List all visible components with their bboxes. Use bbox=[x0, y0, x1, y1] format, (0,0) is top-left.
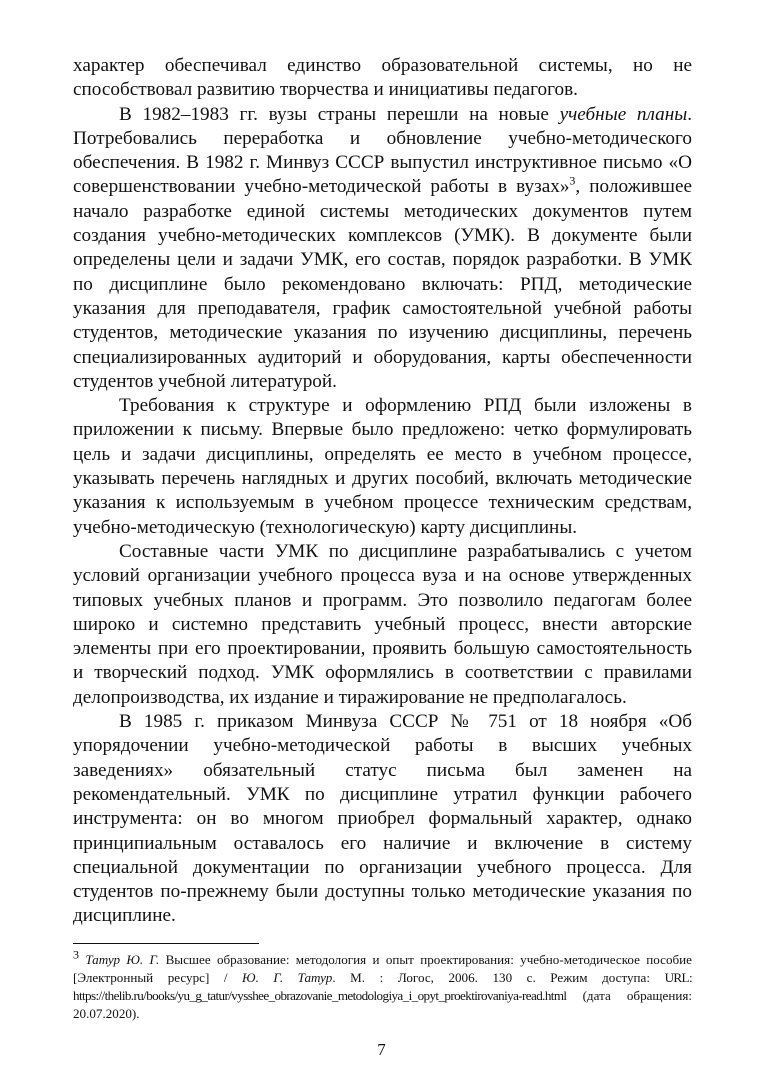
footnote-url-link[interactable]: URL: https://thelib.ru/books/yu_g_tatur/vysshee_obrazovanie_metodologiya_i_opyt_proektirovaniya-read.html bbox=[73, 970, 692, 1003]
paragraph-4: Составные части УМК по дисциплине разрабатывались с учетом условий организации учебного процесса вуза и на основе утвержденных типовых учебных планов и программ. Это позволило педагогам более широко и системно представить учебный процесс, внести авторские элементы при его проектировании, проявить большую самостоятельность и творческий подход. УМК оформлялись в соответствии с правилами делопроизводства, их издание и тиражирование не предполагалось. bbox=[73, 540, 692, 708]
footnote-title: Высшее образование: методология и опыт проектирования: учебно-методическое пособие [Электронный ресурс] / bbox=[73, 952, 692, 985]
paragraph-2-middle: . Потребовались переработка и обновление учебно-методического обеспечения. В 1982 г. Минвуз СССР выпустил инструктивное письмо «О совершенствовании учебно-методической работы в вузах» bbox=[73, 103, 693, 198]
paragraph-5: В 1985 г. приказом Минвуза СССР № 751 от 18 ноября «Об упорядочении учебно-методической работы в высших учебных заведениях» обязательный статус письма был заменен на рекомендательный. УМК по дисциплине утратил функции рабочего инструмента: он во многом приобрел формальный характер, однако принципиальным оставалось его наличие и включение в систему специальной документации по организации учебного процесса. Для студентов по-прежнему были доступны только методические указания по дисциплине. bbox=[73, 711, 692, 927]
paragraph-2 bbox=[73, 103, 692, 395]
page-number: 7 bbox=[377, 1040, 386, 1059]
footnote-author-repeat: Ю. Г. Татур bbox=[242, 970, 333, 985]
footnote-separator bbox=[73, 943, 259, 944]
footnote-number: 3 bbox=[73, 947, 79, 962]
footnote-reference[interactable]: 3 bbox=[569, 174, 576, 189]
page-body bbox=[73, 54, 692, 929]
footnote-author: Татур Ю. Г. bbox=[85, 952, 160, 967]
paragraph-2-start: В 1982–1983 гг. вузы страны перешли на новые bbox=[119, 103, 560, 125]
paragraph-2-end: , положившее начало разработке единой системы методических документов путем создания учебно-методических комплексов (УМК). В документе были определены цели и задачи УМК, его состав, порядок разработки. В УМК по дисциплине было рекомендовано включать: РПД, методические указания для преподавателя, график самостоятельной учебной работы студентов, методические указания по изучению дисциплины, перечень специализированных аудиторий и оборудования, карты обеспеченности студентов учебной литературой. bbox=[73, 176, 692, 392]
footnote-publication-details: . М. : Логос, 2006. 130 с. Режим доступа: bbox=[332, 970, 665, 985]
footnote-access-date: (дата обращения: 20.07.2020). bbox=[73, 988, 692, 1021]
paragraph-3: Требования к структуре и оформлению РПД были изложены в приложении к письму. Впервые было предложено: четко формулировать цель и задачи дисциплины, определять ее место в учебном процессе, указывать перечень наглядных и других пособий, включать методические указания к используемым в учебном процессе техническим средствам, учебно-методическую (технологическую) карту дисциплины. bbox=[73, 395, 692, 538]
footnote bbox=[73, 947, 692, 1023]
paragraph-1: характер обеспечивал единство образовательной системы, но не способствовал развитию творчества и инициативы педагогов. bbox=[73, 55, 692, 101]
italic-term-study-plans: учебные планы bbox=[559, 103, 688, 125]
